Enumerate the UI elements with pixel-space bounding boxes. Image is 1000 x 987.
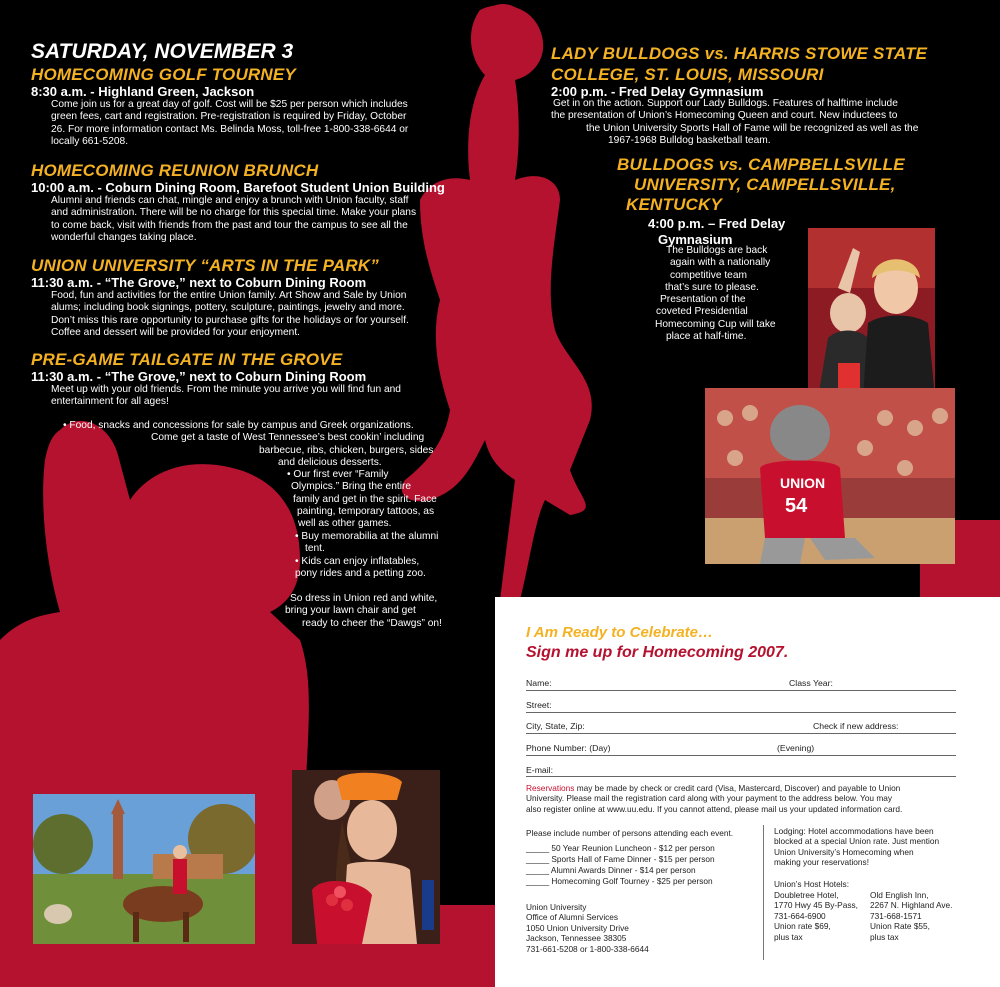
title-line: KENTUCKY (626, 195, 723, 214)
hotel-line: plus tax (774, 931, 803, 942)
body-line: • Buy memorabilia at the alumni (295, 531, 439, 542)
lady-bulldogs-title (551, 43, 927, 85)
hotel-line: 2267 N. Highland Ave. (870, 900, 953, 911)
check-new-address-label: Check if new address: (813, 721, 899, 731)
tailgate-bullet-olympics (285, 469, 437, 530)
body-line: The Bulldogs are back (666, 245, 768, 256)
hotel-line: 731-664-6900 (774, 910, 826, 921)
address-line: Jackson, Tennessee 38305 (526, 933, 627, 944)
hotel-line: Union rate $69, (774, 921, 831, 932)
body-line: • Food, snacks and concessions for sale by campus and Greek organizations. (63, 420, 414, 431)
title-line: LADY BULLDOGS vs. HARRIS STOWE STATE (551, 44, 928, 63)
reservations-line: University. Please mail the registration card along with your payment to the address below. You may (526, 793, 893, 804)
body-line: and administration. There will be no charge for this special time. Make your plans (51, 207, 417, 219)
mascot-jersey-number: 54 (785, 495, 808, 517)
time-line: 4:00 p.m. – Fred Delay (648, 216, 786, 231)
email-field[interactable] (526, 776, 956, 777)
mailing-address (526, 902, 649, 954)
body-line: place at half-time. (666, 331, 747, 343)
reservations-text (526, 783, 976, 814)
class-year-label: Class Year: (789, 678, 833, 688)
body-line: Come join us for a great day of golf. Cost will be $25 per person which includes (51, 99, 408, 110)
name-label: Name: (526, 678, 552, 688)
player-head-jumping (455, 194, 502, 246)
body-line: • Kids can enjoy inflatables, (295, 556, 420, 567)
reservations-line: also register online at www.uu.edu. If you cannot attend, please mail us your updated information card. (526, 803, 903, 814)
tailgate-bullet-kids (295, 556, 426, 581)
phone-label: Phone Number: (Day) (526, 743, 611, 753)
body-line: Get in on the action. Support our Lady Bulldogs. Features of halftime include (553, 98, 898, 109)
lady-bulldogs-body (551, 98, 918, 147)
body-line: barbecue, ribs, chicken, burgers, sides (259, 444, 434, 456)
host-hotels-label: Union’s Host Hotels: (774, 879, 850, 889)
city-label: City, State, Zip: (526, 721, 585, 731)
homecoming-queen-photo (292, 770, 440, 944)
hotel-line: 1770 Hwy 45 By-Pass, (774, 900, 858, 911)
email-label: E-mail: (526, 765, 554, 775)
bulldogs-time (648, 216, 785, 248)
hotel-line: Doubletree Hotel, (774, 890, 839, 900)
body-line: Coffee and dessert will be provided for your enjoyment. (51, 326, 300, 338)
reservations-line: may be made by check or credit card (Visa, Mastercard, Discover) and payable to Union (574, 783, 901, 793)
body-line: ready to cheer the “Dawgs” on! (302, 617, 442, 629)
title-line: UNIVERSITY, CAMPELLSVILLE, (634, 175, 896, 194)
event-line[interactable]: _____ Homecoming Golf Tourney - $25 per person (526, 876, 713, 886)
tailgate-body (51, 384, 401, 409)
body-line: bring your lawn chair and get (285, 605, 416, 617)
lodging-line: blocked at a special Union rate. Just mention (774, 836, 940, 847)
body-line: that’s sure to please. (665, 281, 759, 293)
address-line: Union University (526, 902, 587, 912)
city-field[interactable] (526, 733, 956, 734)
body-line: family and get in the spirit. Face (293, 493, 437, 505)
tailgate-title: PRE-GAME TAILGATE IN THE GROVE (31, 350, 343, 369)
address-line: Office of Alumni Services (526, 912, 619, 923)
form-divider (763, 825, 764, 960)
homecoming-queen-image (292, 770, 440, 944)
mascot-jersey-text: UNION (780, 475, 826, 491)
body-line: Come get a taste of West Tennessee’s best cookin’ including (151, 432, 425, 444)
lady-bulldogs-time: 2:00 p.m. - Fred Delay Gymnasium (551, 84, 764, 99)
address-line: 731-661-5208 or 1-800-338-6644 (526, 943, 649, 954)
lodging-line: making your reservations! (774, 857, 869, 868)
tailgate-bullet-memorabilia (295, 531, 438, 556)
hotel-line: 731-668-1571 (870, 910, 922, 921)
body-line: Alumni and friends can chat, mingle and enjoy a brunch with Union faculty, staff (51, 195, 409, 206)
arts-time: 11:30 a.m. - “The Grove,” next to Coburn Dining Room (31, 275, 367, 290)
brunch-title: HOMECOMING REUNION BRUNCH (31, 161, 319, 180)
body-line: Olympics.” Bring the entire (291, 481, 412, 493)
body-line: coveted Presidential (656, 306, 748, 318)
evening-label: (Evening) (777, 743, 815, 753)
street-field[interactable] (526, 712, 956, 713)
form-heading-signup: Sign me up for Homecoming 2007. (526, 644, 789, 661)
body-line: Meet up with your old friends. From the minute you arrive you will find fun and (51, 384, 401, 395)
mascot-image (705, 388, 955, 564)
hotel-old-english-inn (870, 890, 952, 942)
tailgate-closing (285, 593, 442, 630)
reservations-word: Reservations (526, 783, 575, 793)
time-line: Gymnasium (658, 232, 733, 247)
body-line: 26. For more information contact Ms. Belinda Moss, toll-free 1-800-338-6644 or (51, 123, 409, 135)
event-line[interactable]: _____ Alumni Awards Dinner - $14 per person (526, 865, 696, 875)
body-line: tent. (305, 543, 325, 555)
street-label: Street: (526, 700, 552, 710)
body-line: again with a nationally (670, 257, 771, 269)
name-field[interactable] (526, 690, 956, 691)
golf-time: 8:30 a.m. - Highland Green, Jackson (31, 84, 255, 99)
body-line: the Union University Sports Hall of Fame will be recognized as well as the (586, 122, 919, 134)
day-title: SATURDAY, NOVEMBER 3 (31, 40, 294, 63)
body-line: Don’t miss this rare opportunity to purchase gifts for the holidays or for yourself. (51, 314, 409, 326)
form-heading-celebrate: I Am Ready to Celebrate… (526, 624, 713, 641)
body-line: • Our first ever “Family (287, 469, 389, 480)
arts-title: UNION UNIVERSITY “ARTS IN THE PARK” (31, 256, 379, 275)
body-line: competitive team (670, 269, 748, 281)
campus-pony-image (33, 794, 255, 944)
body-line: pony rides and a petting zoo. (295, 568, 426, 580)
cheering-fan-photo (808, 228, 935, 398)
golf-body (51, 99, 408, 148)
body-line: So dress in Union red and white, (290, 593, 438, 604)
tailgate-bullet-food (63, 420, 463, 469)
registration-form (495, 597, 1000, 987)
body-line: painting, temporary tattoos, as (297, 505, 435, 517)
event-list (526, 843, 715, 887)
hotel-line: Union Rate $55, (870, 921, 930, 932)
body-line: entertainment for all ages! (51, 396, 169, 408)
event-line[interactable]: _____ 50 Year Reunion Luncheon - $12 per person (526, 843, 715, 853)
lodging-line: Lodging: Hotel accommodations have been (774, 826, 934, 836)
body-line: locally 661-5208. (51, 135, 129, 147)
body-line: alums; including book signings, pottery, sculpture, paintings, jewelry and more. (51, 302, 405, 314)
persons-note: Please include number of persons attending each event. (526, 828, 734, 838)
tailgate-time: 11:30 a.m. - “The Grove,” next to Coburn Dining Room (31, 369, 367, 384)
event-line[interactable]: _____ Sports Hall of Fame Dinner - $15 per person (526, 854, 715, 864)
campus-pony-photo (33, 794, 255, 944)
brunch-body (51, 195, 416, 244)
bulldogs-title (617, 155, 905, 215)
address-line: 1050 Union University Drive (526, 922, 629, 933)
body-line: and delicious desserts. (278, 456, 382, 468)
arts-body (51, 290, 409, 339)
body-line: green fees, cart and registration. Pre-registration is required by Friday, October (51, 111, 407, 123)
body-line: Homecoming Cup will take (655, 318, 776, 330)
brunch-time: 10:00 a.m. - Coburn Dining Room, Barefoot Student Union Building (31, 180, 445, 195)
hotel-line: Old English Inn, (870, 890, 929, 900)
hotel-line: plus tax (870, 931, 899, 942)
body-line: 1967-1968 Bulldog basketball team. (608, 134, 771, 146)
title-line: BULLDOGS vs. CAMPBELLSVILLE (617, 155, 905, 174)
golf-title: HOMECOMING GOLF TOURNEY (31, 65, 296, 84)
cheering-fan-image (808, 228, 935, 398)
body-line: well as other games. (298, 518, 392, 530)
bulldogs-body (655, 245, 776, 343)
lodging-text (774, 826, 939, 868)
body-line: Presentation of the (660, 294, 746, 306)
mascot-photo (705, 388, 955, 564)
hotel-doubletree (774, 890, 858, 942)
body-line: the presentation of Union’s Homecoming Queen and court. New inductees to (551, 110, 898, 122)
body-line: Food, fun and activities for the entire Union family. Art Show and Sale by Union (51, 290, 407, 301)
lodging-line: Union University’s Homecoming when (774, 846, 914, 857)
title-line: COLLEGE, ST. LOUIS, MISSOURI (551, 65, 824, 84)
ball-silhouette (479, 4, 527, 52)
body-line: wonderful changes taking place. (51, 231, 197, 243)
phone-field[interactable] (526, 755, 956, 756)
body-line: to come back, visit with friends from the past and tour the campus to see all the (51, 219, 408, 231)
